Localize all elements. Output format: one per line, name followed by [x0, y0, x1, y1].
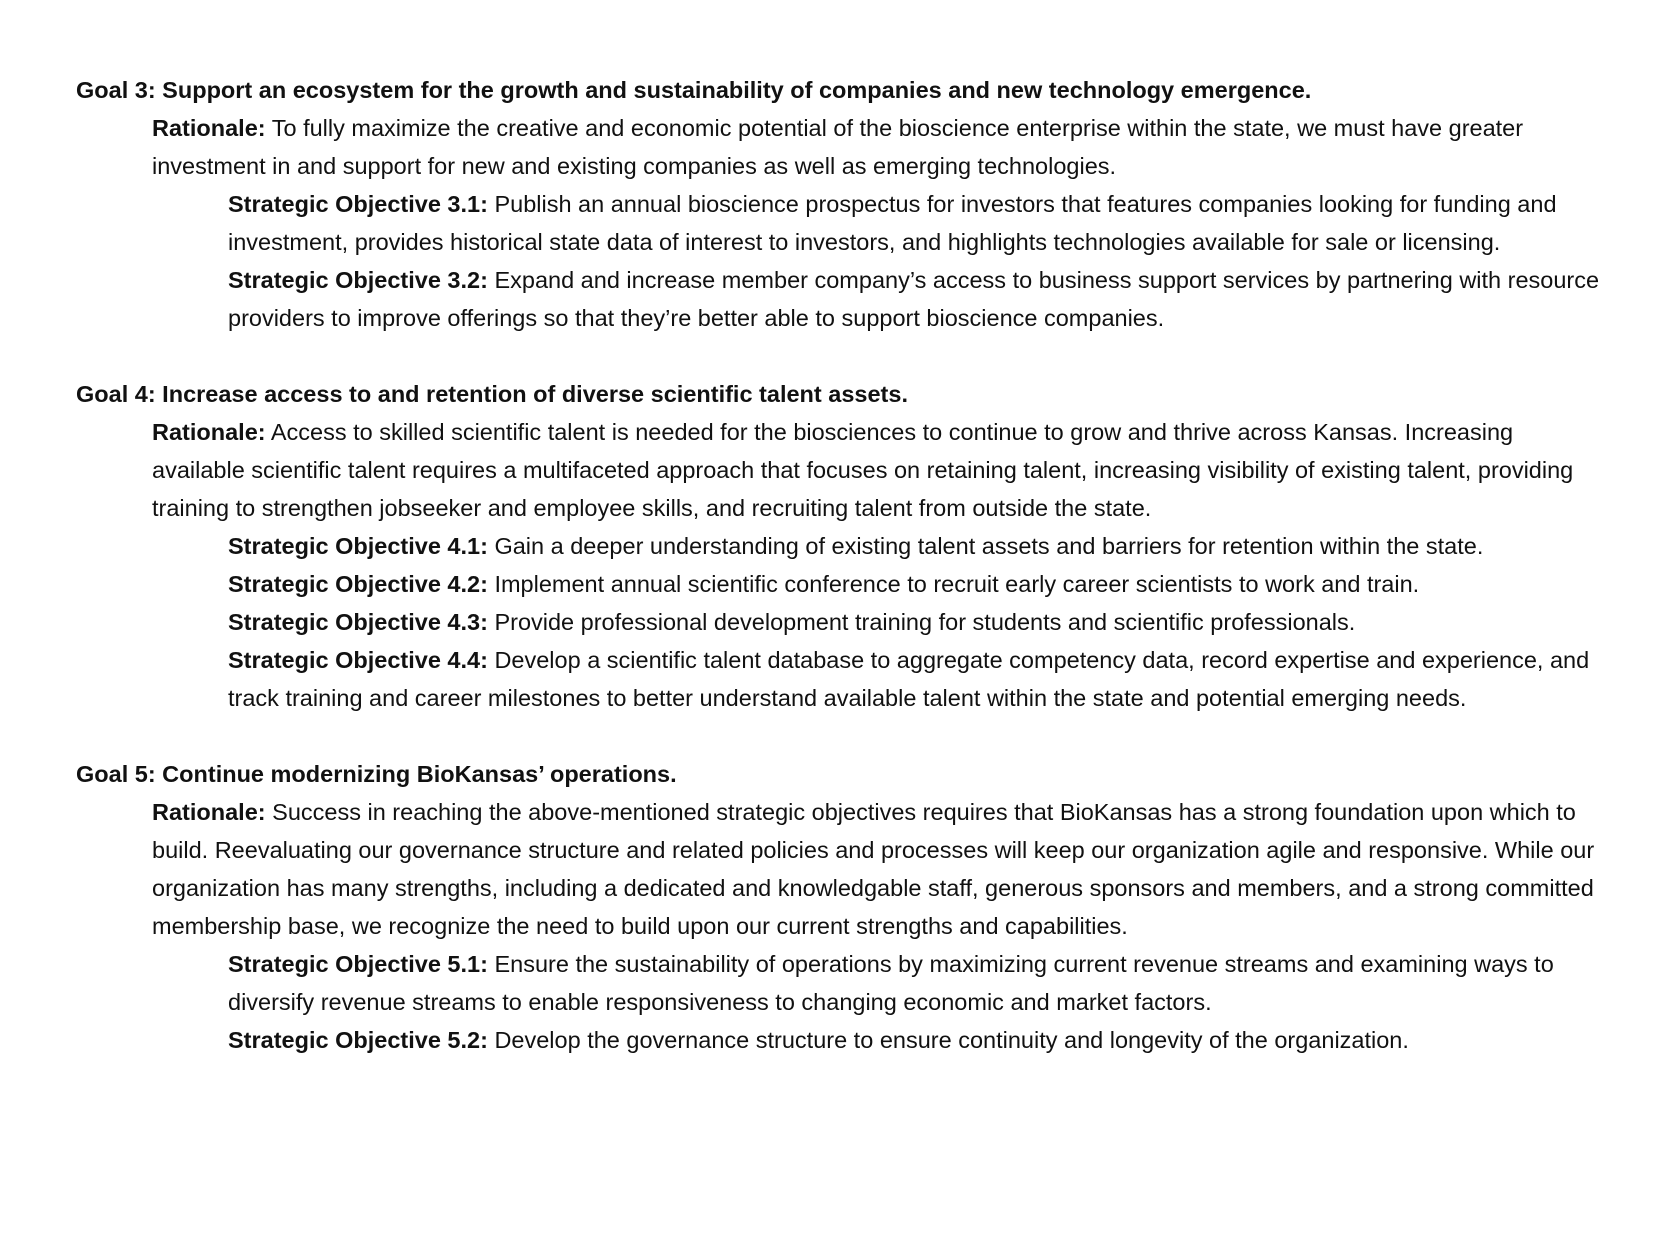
objective-label: Strategic Objective 4.3:	[228, 609, 488, 635]
rationale-label: Rationale:	[152, 419, 266, 445]
objective-label: Strategic Objective 5.2:	[228, 1027, 488, 1053]
objective-label: Strategic Objective 5.1:	[228, 951, 488, 977]
objective-text: Ensure the sustainability of operations by maximizing current revenue streams and examining ways to diversify revenue streams to enable responsiveness to changing economic and market factors.	[228, 951, 1554, 1015]
goal-3-rationale	[152, 109, 1607, 185]
goal-5-rationale	[152, 793, 1607, 945]
strategic-objective-4-2	[228, 565, 1607, 603]
objective-text: Develop the governance structure to ensure continuity and longevity of the organization.	[487, 1027, 1409, 1053]
rationale-text: Success in reaching the above-mentioned strategic objectives requires that BioKansas has a strong foundation upon which to build. Reevaluating our governance structure and related policies and processes will keep our organization agile and responsive. While our organization has many strengths, including a dedicated and knowledgable staff, generous sponsors and members, and a strong committed membership base, we recognize the need to build upon our current strengths and capabilities.	[152, 799, 1595, 939]
rationale-text: Access to skilled scientific talent is needed for the biosciences to continue to grow and thrive across Kansas. Increasing available scientific talent requires a multifaceted approach that focuses on retaining talent, increasing visibility of existing talent, providing training to strengthen jobseeker and employee skills, and recruiting talent from outside the state.	[152, 419, 1574, 521]
goal-4-section	[76, 375, 1607, 717]
objective-label: Strategic Objective 4.2:	[228, 571, 488, 597]
objective-text: Publish an annual bioscience prospectus for investors that features companies looking for funding and investment, provides historical state data of interest to investors, and highlights technologies available for sale or licensing.	[228, 191, 1557, 255]
goal-5-section	[76, 755, 1607, 1059]
objective-label: Strategic Objective 4.1:	[228, 533, 488, 559]
objective-text: Provide professional development training for students and scientific professionals.	[487, 609, 1356, 635]
goal-3-section	[76, 71, 1607, 337]
strategic-objective-3-2	[228, 261, 1607, 337]
objective-label: Strategic Objective 3.1:	[228, 191, 488, 217]
goal-4-rationale	[152, 413, 1607, 527]
strategic-objective-4-1	[228, 527, 1607, 565]
goal-3-title: Goal 3: Support an ecosystem for the growth and sustainability of companies and new technology emergence.	[76, 77, 1312, 103]
objective-text: Expand and increase member company’s access to business support services by partnering with resource providers to improve offerings so that they’re better able to support bioscience companies.	[228, 267, 1600, 331]
strategic-objective-5-1	[228, 945, 1607, 1021]
objective-text: Gain a deeper understanding of existing talent assets and barriers for retention within the state.	[487, 533, 1484, 559]
strategic-objective-4-4	[228, 641, 1607, 717]
objective-text: Develop a scientific talent database to aggregate competency data, record expertise and experience, and track training and career milestones to better understand available talent within the state and potential emerging needs.	[228, 647, 1590, 711]
rationale-label: Rationale:	[152, 115, 266, 141]
strategic-objective-3-1	[228, 185, 1607, 261]
objective-text: Implement annual scientific conference to recruit early career scientists to work and train.	[487, 571, 1420, 597]
strategic-objective-5-2	[228, 1021, 1607, 1059]
strategic-objective-4-3	[228, 603, 1607, 641]
goal-4-title: Goal 4: Increase access to and retention of diverse scientific talent assets.	[76, 381, 908, 407]
goal-5-title: Goal 5: Continue modernizing BioKansas’ operations.	[76, 761, 677, 787]
rationale-text: To fully maximize the creative and economic potential of the bioscience enterprise within the state, we must have greater investment in and support for new and existing companies as well as emerging technologies.	[152, 115, 1524, 179]
rationale-label: Rationale:	[152, 799, 266, 825]
objective-label: Strategic Objective 4.4:	[228, 647, 488, 673]
objective-label: Strategic Objective 3.2:	[228, 267, 488, 293]
